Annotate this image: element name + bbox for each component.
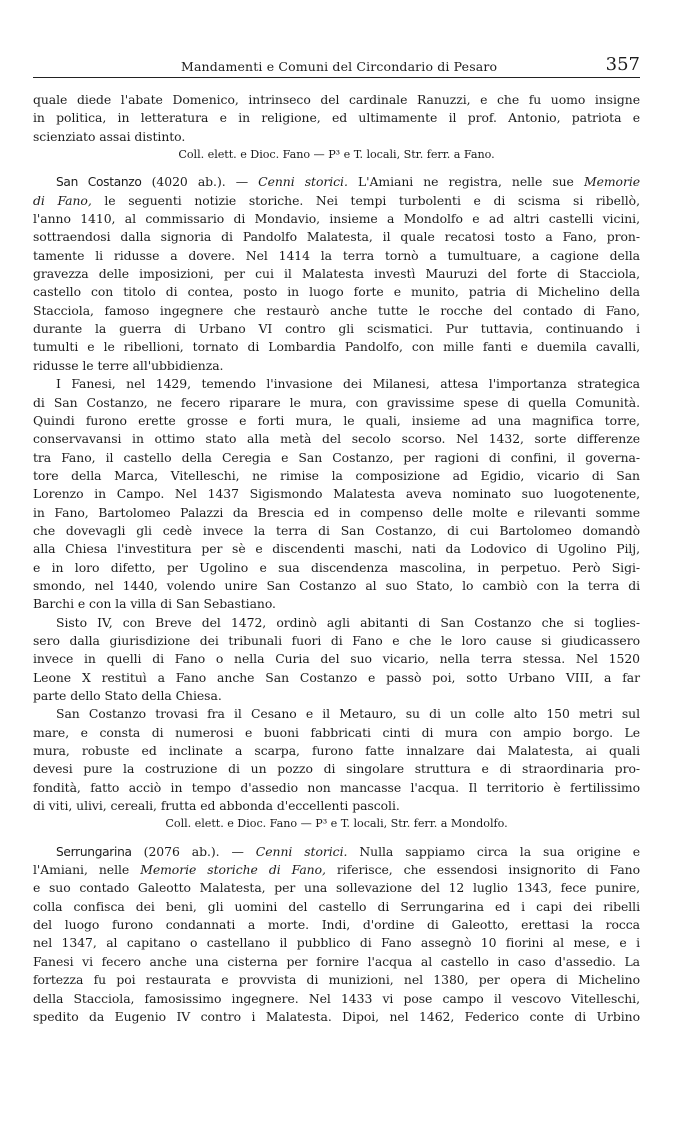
text-line: tamente li ridusse a dovere. Nel 1414 la terra tornò a tumultuare, a cagione della — [33, 247, 640, 263]
cenni-label: Cenni storici. — [258, 174, 348, 190]
text-line: nel 1347, al capitano o castellano il pubblico di Fano assegnò 10 fiorini al mese, e i — [33, 935, 640, 951]
text-line: fortezza fu poi restaurata e provvista di munizioni, nel 1380, per opera di Michelino — [33, 972, 640, 988]
text-line: del luogo furono condannati a morte. Indi, d'ordine di Galeotto, erettasi la rocca — [33, 917, 640, 933]
population: (2076 ab.). — — [143, 843, 244, 859]
text-line: di San Costanzo, ne fecero riparare le mura, con gravissime spese di quella Comunità. — [33, 394, 640, 410]
text-line: Sisto IV, con Breve del 1472, ordinò agli abitanti di San Costanzo che si toglies- — [56, 614, 640, 630]
text-line: in Fano, Bartolomeo Palazzi da Brescia ed in compenso delle molte e rilevanti somme — [33, 504, 640, 520]
text-line: Quindi furono erette grosse e forti mura, le quali, insieme ad una magnifica torre, — [33, 412, 640, 428]
intro-paragraph — [33, 91, 640, 146]
text-line: invece in quelli di Fano o nella Curia del suo vicario, nella terra stessa. Nel 1520 — [33, 651, 640, 667]
text-line: della Stacciola, famosissimo ingegnere. Nel 1433 vi pose campo il vescovo Vitelleschi, — [33, 990, 640, 1006]
text-line: di viti, ulivi, cereali, frutta ed abbonda d'eccellenti pascoli. — [33, 798, 400, 814]
text-line: mura, robuste ed inclinate a scarpa, furono fatte innalzare dai Malatesta, ai quali — [33, 743, 640, 759]
text-line: ridusse le terre all'ubbidienza. — [33, 357, 224, 373]
text-line: quale diede l'abate Domenico, intrinseco del cardinale Ranuzzi, e che fu uomo insigne — [33, 92, 640, 107]
text-line: devesi pure la costruzione di un pozzo di singolare struttura e di straordinaria pro- — [33, 761, 640, 777]
cenni-label: Cenni storici. — [255, 843, 348, 859]
text-line: gravezza delle imposizioni, per cui il Malatesta investì Mauruzi del forte di Stacciola, — [33, 266, 640, 282]
entry-title: Serrungarina — [56, 844, 132, 859]
entry-first-line: Serrungarina (2076 ab.). — Cenni storici. Nulla sappiamo circa la sua origine e — [56, 843, 641, 859]
text-line: tra Fano, il castello della Ceregia e San Costanzo, per ragioni di confini, il governa- — [33, 449, 640, 465]
text-line: l'Amiani, nelle Memorie storiche di Fano, riferisce, che essendosi insignorito di Fano — [33, 862, 641, 878]
text-line: e suo contado Galeotto Malatesta, per una sollevazione del 12 luglio 1343, fece punire, — [33, 880, 640, 896]
collection-note: Coll. elett. e Dioc. Fano — P³ e T. locali, Str. ferr. a Mondolfo. — [165, 817, 508, 831]
collection-note: Coll. elett. e Dioc. Fano — P³ e T. locali, Str. ferr. a Fano. — [178, 148, 495, 162]
text-line: e in loro difetto, per Ugolino e sua discendenza mascolina, in perpetuo. Però Sigi- — [33, 559, 640, 575]
text-line: Leone X restituì a Fano anche San Costanzo e passò poi, sotto Urbano VIII, a far — [33, 669, 640, 685]
entry-san-costanzo — [33, 173, 640, 833]
text-line: sero dalla giurisdizione dei tribunali fuori di Fano e che le loro cause si giudicassero — [33, 632, 640, 648]
text-line: Barchi e con la villa di San Sebastiano. — [33, 596, 276, 612]
text-line: di Fano, le seguenti notizie storiche. Nei tempi turbolenti e di scisma si ribellò, — [33, 192, 640, 208]
text-line: castello con titolo di contea, posto in luogo forte e munito, patria di Michelino della — [33, 284, 640, 300]
text-line: Stacciola, famoso ingegnere che restaurò anche tutte le rocche del contado di Fano, — [33, 302, 640, 318]
text-line: I Fanesi, nel 1429, temendo l'invasione dei Milanesi, attesa l'importanza strategica — [56, 376, 640, 392]
text-line: Fanesi vi fecero anche una cisterna per fornire l'acqua al castello in caso d'assedio. La — [33, 953, 640, 969]
text-line: smondo, nel 1440, volendo unire San Costanzo al suo Stato, lo cambiò con la terra di — [33, 577, 640, 593]
text-line: spedito da Eugenio IV contro i Malatesta. Dipoi, nel 1462, Federico conte di Urbino — [33, 1008, 640, 1024]
text-line: San Costanzo trovasi fra il Cesano e il Metauro, su di un colle alto 150 metri sul — [56, 706, 640, 722]
text-line: in politica, in letteratura e in religione, ed ultimamente il prof. Antonio, patriota e — [33, 110, 640, 126]
text-line: che dovevagli gli cedè invece la terra di San Costanzo, di cui Bartolomeo domandò — [33, 522, 640, 538]
text-line: mare, e consta di numerosi e buoni fabbricati cinti di mura con ampio borgo. Le — [33, 724, 640, 740]
text-line: Lorenzo in Campo. Nel 1437 Sigismondo Malatesta aveva nominato suo luogotenente, — [33, 486, 640, 502]
text-line: durante la guerra di Urbano VI contro gli scismatici. Pur tuttavia, continuando i — [33, 321, 640, 337]
text-line: sottraendosi dalla signoria di Pandolfo Malatesta, il quale recatosi tosto a Fano, pron- — [33, 229, 640, 245]
page-header — [33, 56, 640, 78]
text-line: fondità, fatto acciò in tempo d'assedio non mancasse l'acqua. Il territorio è fertilissimo — [33, 779, 640, 795]
text-line: scienziato assai distinto. — [33, 128, 186, 144]
population: (4020 ab.). — — [151, 174, 249, 190]
running-title: Mandamenti e Comuni del Circondario di Pesaro — [181, 59, 498, 74]
text-line: alla Chiesa l'investitura per sè e discendenti maschi, nati da Lodovico di Ugolino Pilj, — [33, 541, 640, 557]
text-line: conservavansi in ottimo stato alla metà del secolo scorso. Nel 1432, sorte differenze — [33, 431, 640, 447]
text-line: tumulti e le ribellioni, tornato di Lombardia Pandolfo, con mille fanti e duemila cavalli, — [33, 339, 640, 355]
page-number: 357 — [605, 54, 640, 75]
body-text — [33, 91, 640, 1026]
entry-serrungarina — [33, 843, 640, 1026]
header-rule — [33, 77, 640, 78]
entry-title: San Costanzo — [56, 175, 142, 190]
text-line: tore della Marca, Vitelleschi, ne rimise la composizione ad Egidio, vicario di San — [33, 467, 640, 483]
text-line: parte dello Stato della Chiesa. — [33, 688, 222, 703]
text-line: l'anno 1410, al commissario di Mondavio, insieme a Mondolfo e ad altri castelli vicini, — [33, 211, 640, 227]
entry-first-line: San Costanzo (4020 ab.). — Cenni storici. L'Amiani ne registra, nelle sue Memorie — [56, 174, 641, 190]
text-line: colla confisca dei beni, gli uomini del castello di Serrungarina ed i capi dei ribelli — [33, 898, 640, 914]
